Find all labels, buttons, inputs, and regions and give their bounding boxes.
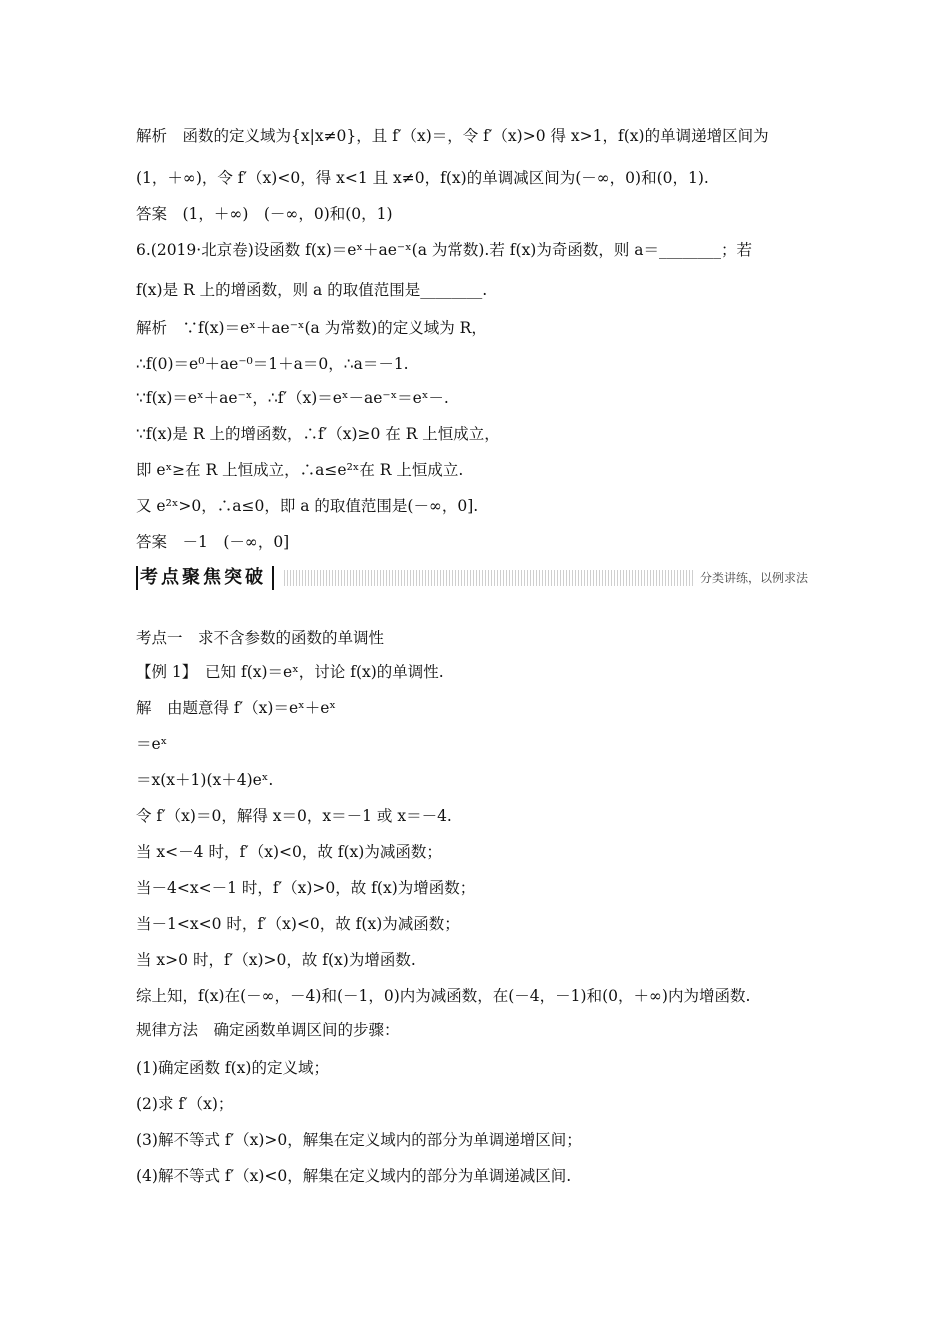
text-line: 解析 ∵f(x)＝eˣ＋ae⁻ˣ(a 为常数)的定义域为 R， [136, 319, 487, 337]
text-line: 综上知，f(x)在(－∞，－4)和(－1，0)内为减函数，在(－4，－1)和(0，＋∞)内为增函数. [136, 987, 751, 1005]
text-line: (1，＋∞)，令 f′（x)<0，得 x<1 且 x≠0，f(x)的单调减区间为(－∞，0)和(0，1). [136, 169, 709, 187]
text-line: 当－4<x<－1 时，f′（x)>0，故 f(x)为增函数； [136, 879, 476, 897]
problem-6-line-1: 6.(2019·北京卷)设函数 f(x)＝eˣ＋ae⁻ˣ(a 为常数).若 f(x)为奇函数，则 a＝________；若 [136, 241, 753, 259]
text-line: 令 f′（x)＝0，解得 x＝0，x＝－1 或 x＝－4. [136, 807, 452, 825]
section-banner [136, 566, 812, 592]
text-line: 当 x<－4 时，f′（x)<0，故 f(x)为减函数； [136, 843, 442, 861]
text-line: ＝x(x＋1)(x＋4)eˣ. [136, 771, 274, 789]
text-line: 当 x>0 时，f′（x)>0，故 f(x)为增函数. [136, 951, 416, 969]
text-line: 解析 函数的定义域为{x|x≠0}，且 f′（x)＝，令 f′（x)>0 得 x>1，f(x)的单调递增区间为 [136, 127, 769, 145]
method-heading: 规律方法 确定函数单调区间的步骤： [136, 1021, 400, 1039]
text-line: ＝eˣ [136, 735, 168, 753]
text-line: 即 eˣ≥在 R 上恒成立，∴a≤e²ˣ在 R 上恒成立. [136, 461, 464, 479]
text-line: ∵f(x)＝eˣ＋ae⁻ˣ，∴f′（x)＝eˣ－ae⁻ˣ＝eˣ－. [136, 389, 449, 407]
answer-line: 答案 (1，＋∞) (－∞，0)和(0，1) [136, 205, 393, 223]
step-item: (4)解不等式 f′（x)<0，解集在定义域内的部分为单调递减区间. [136, 1167, 572, 1185]
section-subtitle: 分类讲练，以例求法 [694, 569, 810, 587]
answer-line: 答案 －1 (－∞，0] [136, 533, 290, 551]
problem-6-line-2: f(x)是 R 上的增函数，则 a 的取值范围是________. [136, 281, 488, 299]
text-line: 又 e²ˣ>0，∴a≤0，即 a 的取值范围是(－∞，0]. [136, 497, 479, 515]
text-line: ∴f(0)＝e⁰＋ae⁻⁰＝1＋a＝0，∴a＝－1. [136, 355, 409, 373]
step-item: (1)确定函数 f(x)的定义域； [136, 1059, 329, 1077]
example-title: 【例 1】 已知 f(x)＝eˣ，讨论 f(x)的单调性. [136, 663, 444, 681]
step-item: (3)解不等式 f′（x)>0，解集在定义域内的部分为单调递增区间； [136, 1131, 582, 1149]
step-item: (2)求 f′（x)； [136, 1095, 234, 1113]
topic-heading: 考点一 求不含参数的函数的单调性 [136, 629, 385, 647]
text-line: 当－1<x<0 时，f′（x)<0，故 f(x)为减函数； [136, 915, 460, 933]
text-line: ∵f(x)是 R 上的增函数，∴f′（x)≥0 在 R 上恒成立， [136, 425, 500, 443]
section-title: 考点聚焦突破 [136, 566, 274, 590]
text-line: 解 由题意得 f′（x)＝eˣ＋eˣ [136, 699, 336, 717]
